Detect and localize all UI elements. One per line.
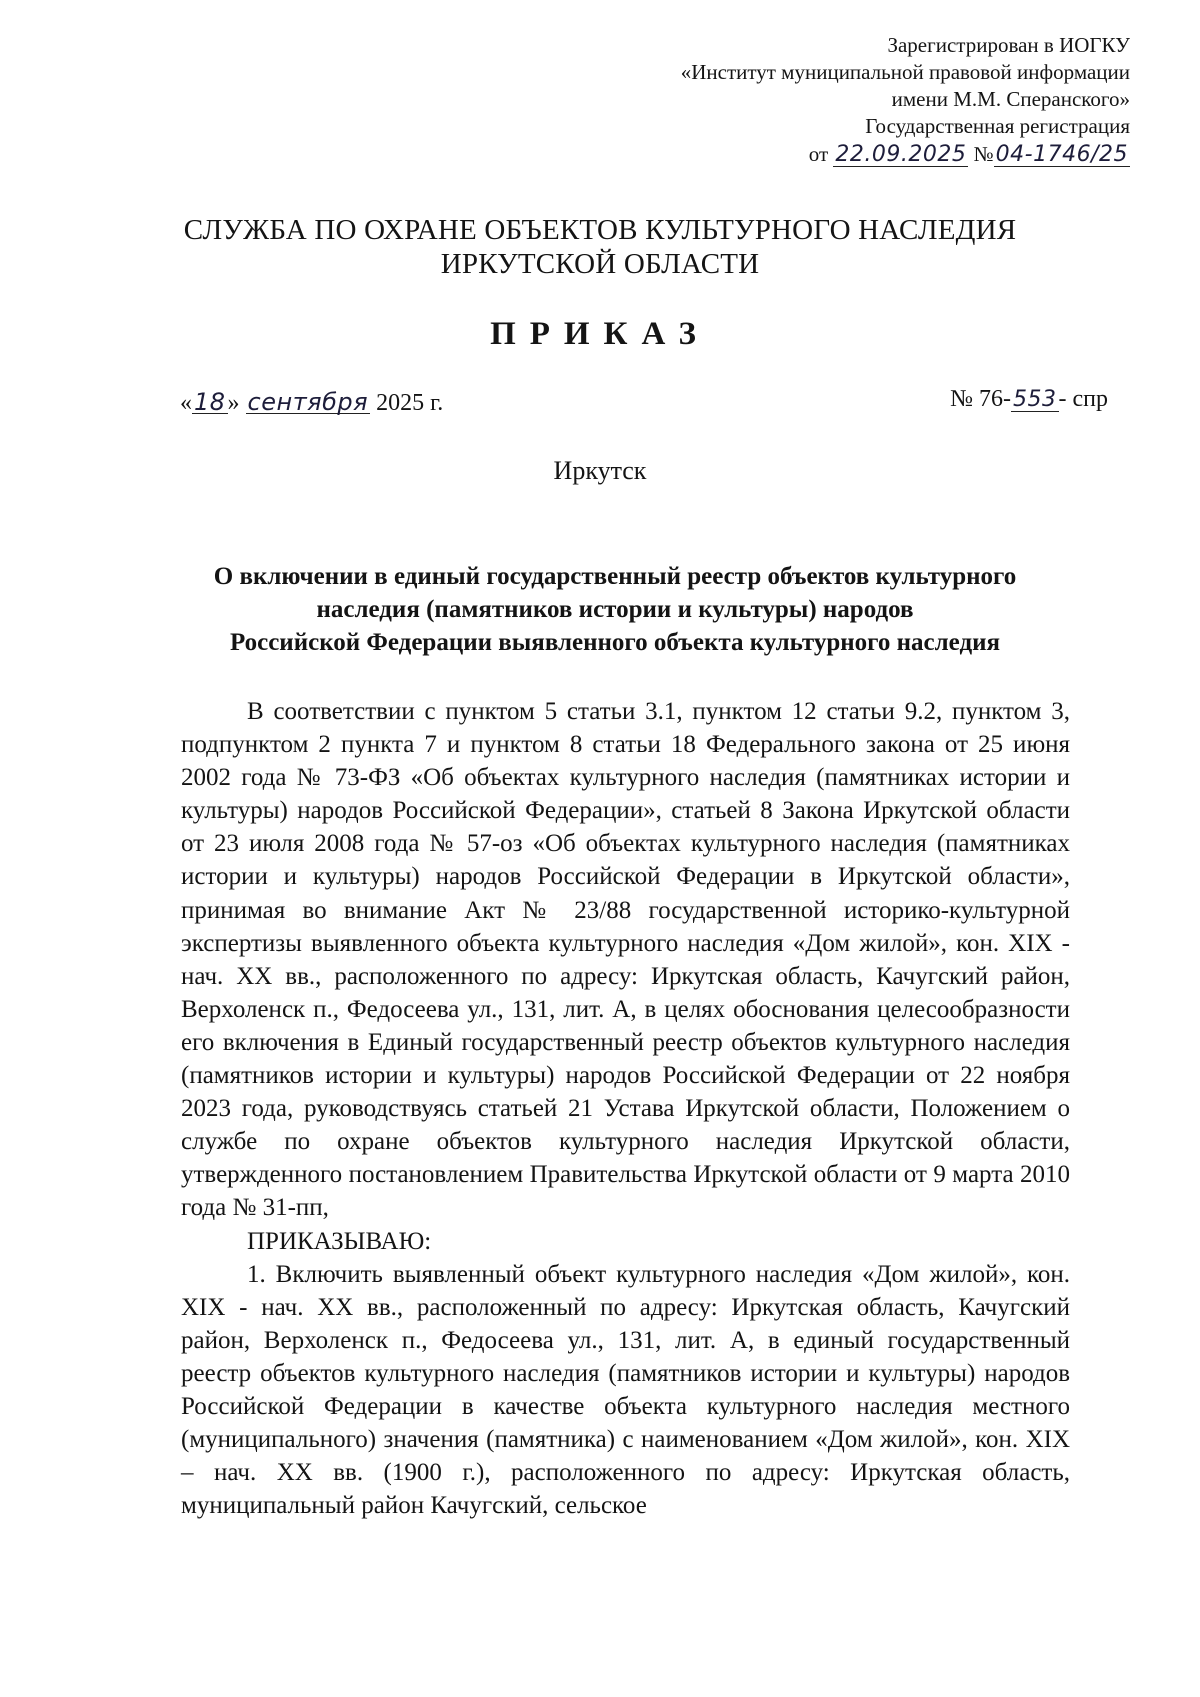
- order-date-year: 2025 г.: [376, 390, 444, 416]
- city: Иркутск: [553, 456, 647, 485]
- registration-line-4: Государственная регистрация: [865, 114, 1130, 138]
- order-date-month: сентября: [247, 388, 369, 416]
- registration-date-prefix: от: [808, 142, 829, 166]
- registration-line-2: «Институт муниципальной правовой информации: [680, 60, 1130, 84]
- registration-stamp: [510, 32, 1130, 168]
- order-number-handwritten: 553: [1013, 387, 1057, 412]
- order-word: ПРИКАЗЫВАЮ:: [247, 1227, 432, 1255]
- title-line-3: Российской Федерации выявленного объекта культурного наследия: [229, 629, 1001, 656]
- title-line-2: наследия (памятников истории и культуры) народов: [316, 596, 914, 623]
- document-body: [181, 695, 1070, 1522]
- organization-line-1: СЛУЖБА ПО ОХРАНЕ ОБЪЕКТОВ КУЛЬТУРНОГО НАСЛЕДИЯ: [183, 214, 1017, 246]
- organization-line-2: ИРКУТСКОЙ ОБЛАСТИ: [440, 248, 760, 280]
- order-date-day: 18: [194, 388, 226, 416]
- organization-name: [0, 213, 1200, 281]
- registration-date: 22.09.2025: [835, 142, 967, 167]
- order-date-open-quote: «: [180, 390, 192, 416]
- document-title: [160, 560, 1070, 659]
- document-type-heading: ПРИКАЗ: [490, 316, 710, 352]
- order-date-close-quote: »: [227, 390, 240, 416]
- order-date: [180, 390, 443, 417]
- registration-number: 04-1746/25: [995, 142, 1128, 167]
- registration-line-3: имени М.М. Сперанского»: [891, 87, 1130, 111]
- registration-line-1: Зарегистрирован в ИОГКУ: [887, 33, 1130, 57]
- item-1-paragraph: 1. Включить выявленный объект культурного наследия «Дом жилой», кон. XIX - нач. XX вв., расположенный по адресу: Иркутская область, Качугский район, Верхоленск п., Федосеева ул., 131, лит. А, в единый государственный реестр объектов культурного наследия (памятников истории и культуры) народов Российской Федерации в качестве объекта культурного наследия местного (муниципального) значения (памятника) с наименованием «Дом жилой», кон. XIX – нач. XX вв. (1900 г.), расположенного по адресу: Иркутская область, муниципальный район Качугский, сельское: [181, 1260, 1070, 1520]
- order-number-prefix: № 76-: [950, 386, 1011, 412]
- registration-number-prefix: №: [973, 142, 994, 166]
- preamble-paragraph: В соответствии с пунктом 5 статьи 3.1, пунктом 12 статьи 9.2, пунктом 3, подпунктом 2 пункта 7 и пунктом 8 статьи 18 Федерального закона от 25 июня 2002 года № 73-ФЗ «Об объектах культурного наследия (памятниках истории и культуры) народов Российской Федерации», статьей 8 Закона Иркутской области от 23 июля 2008 года № 57-оз «Об объектах культурного наследия (памятниках истории и культуры) народов Российской Федерации в Иркутской области», принимая во внимание Акт № 23/88 государственной историко-культурной экспертизы выявленного объекта культурного наследия «Дом жилой», кон. XIX - нач. XX вв., расположенного по адресу: Иркутская область, Качугский район, Верхоленск п., Федосеева ул., 131, лит. А, в целях обоснования целесообразности его включения в Единый государственный реестр объектов культурного наследия (памятников истории и культуры) народов Российской Федерации от 22 ноября 2023 года, руководствуясь статьей 21 Устава Иркутской области, Положением о службе по охране объектов культурного наследия Иркутской области, утвержденного постановлением Правительства Иркутской области от 9 марта 2010 года № 31-пп,: [181, 698, 1070, 1222]
- title-line-1: О включении в единый государственный реестр объектов культурного: [213, 563, 1017, 590]
- order-number-suffix: - спр: [1058, 386, 1108, 412]
- registration-date-row: [510, 141, 1130, 168]
- order-number: [950, 386, 1108, 413]
